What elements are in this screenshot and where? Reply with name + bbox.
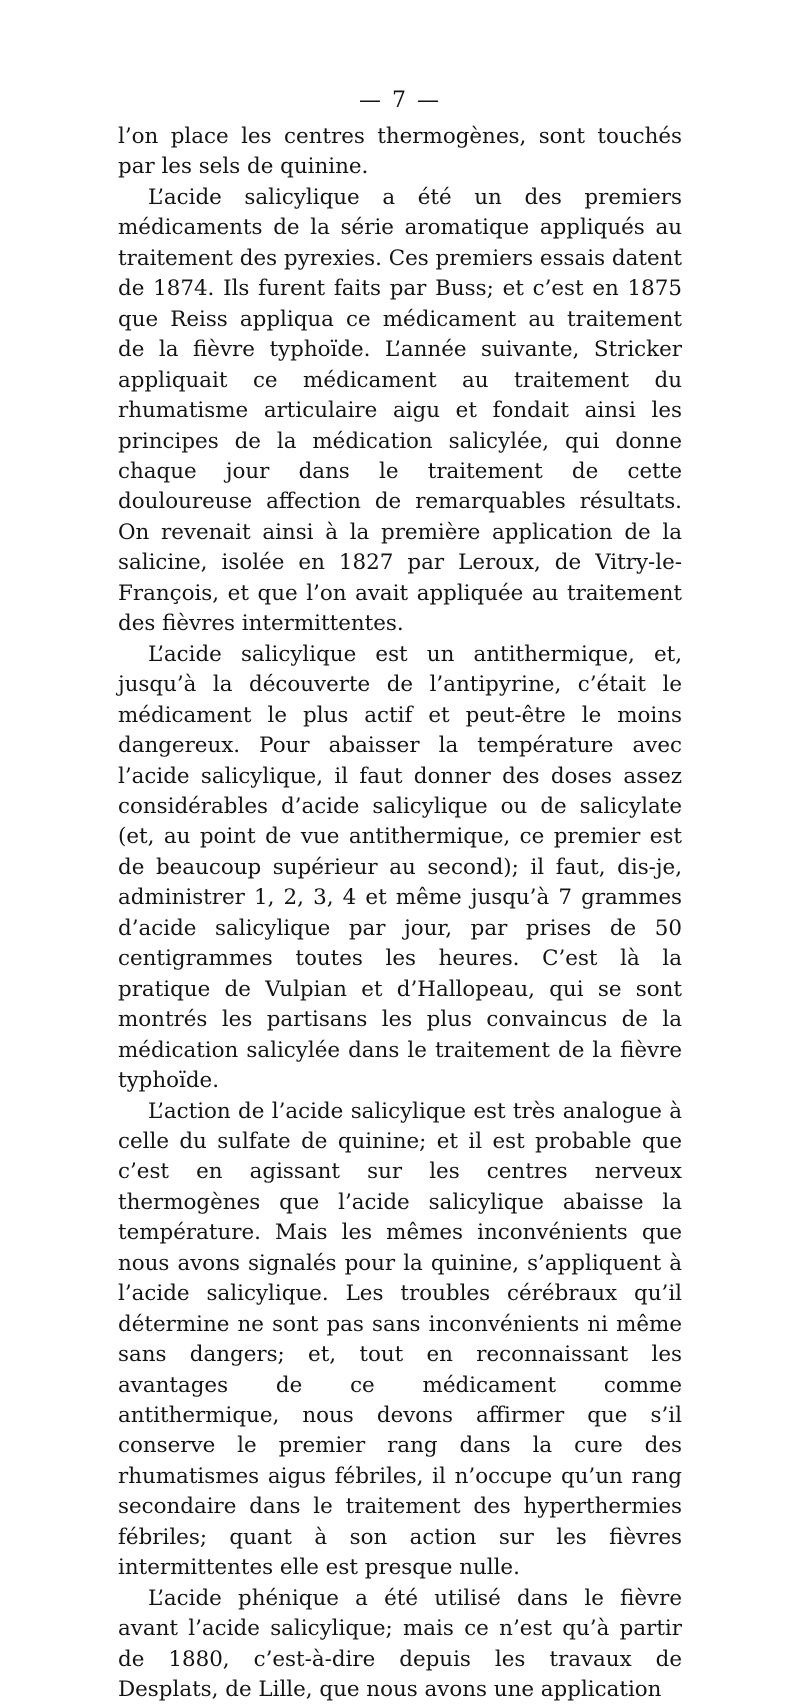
book-page (118, 86, 682, 1706)
body-text (118, 122, 682, 1706)
paragraph-salicylic-action: L’action de l’acide salicylique est très analogue à celle du sulfate de quinine; et il est probable que c’est en agissant sur les centres nerveux thermogènes que l’acide salicylique abaisse la température. Mais les mêmes inconvénients que nous avons signalés pour la quinine, s’appliquent à l’acide salicylique. Les troubles cérébraux qu’il détermine ne sont pas sans inconvénients ni même sans dangers; et, tout en reconnaissant les avantages de ce médicament comme antithermique, nous devons affirmer que s’il conserve le premier rang dans la cure des rhumatismes aigus fébriles, il n’occupe qu’un rang secondaire dans le traitement des hyperthermies fébriles; quant à son action sur les fièvres intermittentes elle est presque nulle. (118, 1098, 682, 1581)
page-number: — 7 — (359, 88, 441, 113)
paragraph-continuation: l’on place les centres thermogènes, sont touchés par les sels de quinine. (118, 124, 682, 180)
paragraph-salicylic-antithermic: L’acide salicylique est un antithermique, et, jusqu’à la découverte de l’antipyrine, c’était le médicament le plus actif et peut-être le moins dangereux. Pour abaisser la température avec l’acide salicylique, il faut donner des doses assez considérables d’acide salicylique ou de salicylate (et, au point de vue antithermique, ce premier est de beaucoup supérieur au second); il faut, dis-je, administrer 1, 2, 3, 4 et même jusqu’à 7 grammes d’acide salicylique par jour, par prises de 50 centigrammes toutes les heures. C’est là la pratique de Vulpian et d’Hallopeau, qui se sont montrés les partisans les plus convaincus de la médication salicylée dans le traitement de la fièvre typhoïde. (118, 641, 682, 1094)
paragraph-salicylic-history: L’acide salicylique a été un des premiers médicaments de la série aromatique appliqués au traitement des pyrexies. Ces premiers essais datent de 1874. Ils furent faits par Buss; et c’est en 1875 que Reiss appliqua ce médicament au traitement de la fièvre typhoïde. L’année suivante, Stricker appliquait ce médicament au traitement du rhumatisme articulaire aigu et fondait ainsi les principes de la médication salicylée, qui donne chaque jour dans le traitement de cette douloureuse affection de remarquables résultats. On revenait ainsi à la première application de la salicine, isolée en 1827 par Leroux, de Vitry-le-François, et que l’on avait appliquée au traitement des fièvres intermittentes. (118, 184, 682, 637)
paragraph-phenic-acid: L’acide phénique a été utilisé dans le fièvre avant l’acide salicylique; mais ce n’est qu’à partir de 1880, c’est-à-dire depuis les travaux de Desplats, de Lille, que nous avons une application (118, 1585, 682, 1703)
